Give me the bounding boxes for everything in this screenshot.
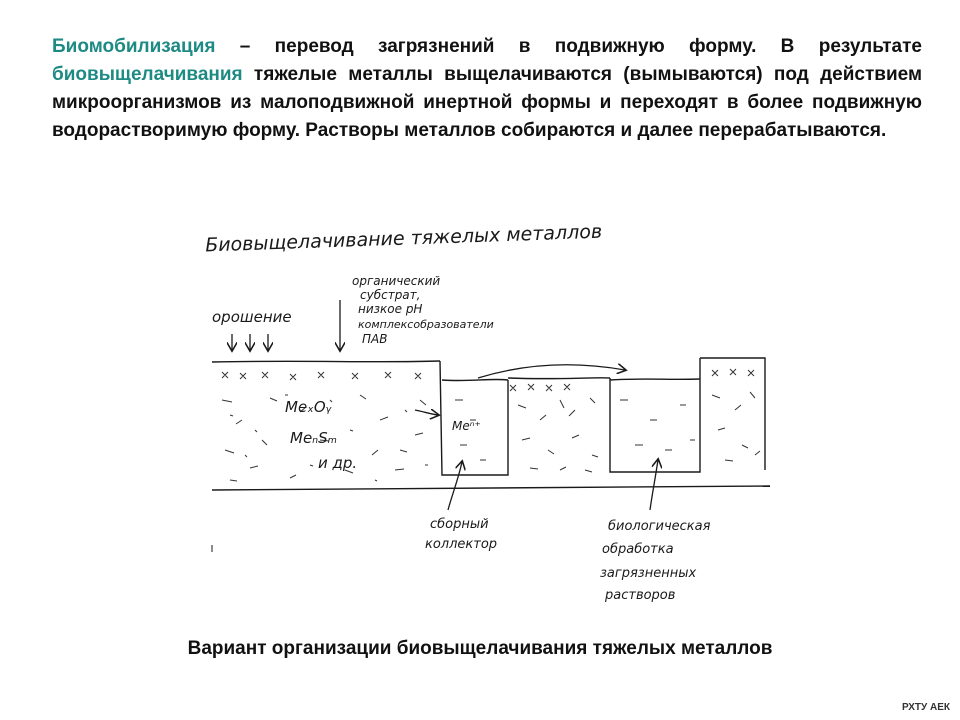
- label-pointers: [448, 460, 658, 510]
- treatment-line-1: биологическая: [608, 519, 711, 534]
- sketch-title: Биовыщелачивание тяжелых металлов: [204, 220, 603, 257]
- term-biomobilization: Биомобилизация: [52, 36, 216, 57]
- compound-sulfide: MeₙSₘ: [290, 429, 338, 447]
- intro-text-part1: – перевод загрязнений в подвижную форму. В результате: [215, 36, 922, 57]
- reagents-label: [352, 274, 498, 346]
- collector-line-2: коллектор: [425, 537, 498, 552]
- footer-label: РХТУ АЕК: [901, 702, 950, 713]
- metal-ion-label: Meⁿ⁺: [452, 419, 481, 433]
- treatment-line-2: обработка: [602, 542, 674, 557]
- collector-label: [425, 517, 497, 552]
- compound-other: и др.: [318, 454, 358, 472]
- reagent-line-2: субстрат,: [360, 288, 421, 302]
- flow-arrows: [415, 365, 625, 415]
- figure-caption: Вариант организации биовыщелачивания тяжелых металлов: [187, 638, 773, 659]
- treatment-line-3: загрязненных: [600, 566, 697, 581]
- treatment-line-4: растворов: [605, 588, 676, 603]
- reagent-line-1: органический: [352, 274, 441, 288]
- irrigation-label: орошение: [212, 308, 292, 326]
- reagent-line-3: низкое pH: [358, 302, 423, 316]
- metal-compounds: [285, 398, 357, 472]
- term-bioleaching: биовыщелачивания: [52, 64, 243, 85]
- reagent-line-5: ПАВ: [362, 332, 388, 346]
- soil-texture: [222, 369, 760, 481]
- compound-oxide: MeₓOᵧ: [285, 398, 332, 416]
- reagent-line-4: комплексобразователи: [358, 318, 494, 331]
- collector-line-1: сборный: [430, 517, 489, 532]
- treatment-label: [600, 519, 715, 603]
- intro-text-part2: тяжелые металлы выщелачиваются (вымываются) под действием микроорганизмов из малоподвижной инертной формы и переходят в более подвижную водорастворимую форму. Растворы металлов собираются и далее перерабатываются.: [52, 64, 922, 141]
